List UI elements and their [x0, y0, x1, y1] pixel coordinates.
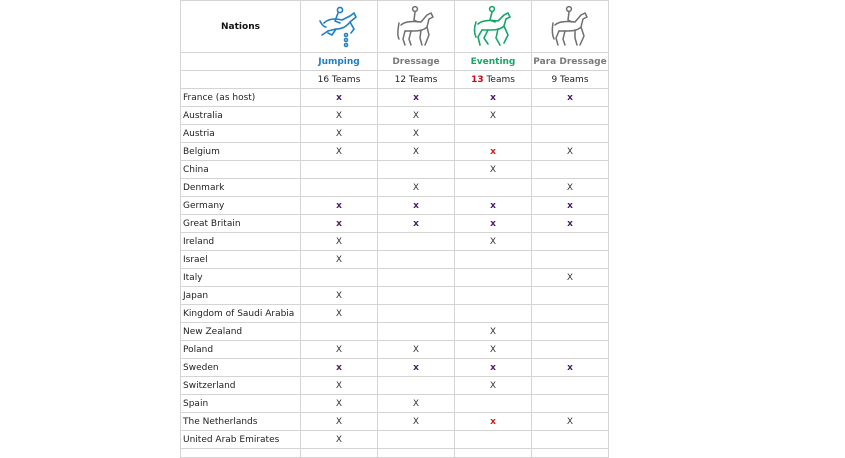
- participation-mark: X: [489, 110, 497, 121]
- nation-name: Great Britain: [181, 215, 301, 233]
- mark-cell-para-dressage: [532, 323, 609, 341]
- table-row: [181, 233, 609, 251]
- table-row: [181, 287, 609, 305]
- table-row: [181, 341, 609, 359]
- mark-cell-eventing: [455, 215, 532, 233]
- mark-cell-jumping: [301, 161, 378, 179]
- participation-mark: x: [413, 218, 419, 229]
- table-row: [181, 395, 609, 413]
- nations-header: Nations: [181, 1, 301, 53]
- mark-cell-para-dressage: [532, 233, 609, 251]
- mark-cell-eventing: [455, 341, 532, 359]
- participation-mark: X: [335, 308, 343, 319]
- nation-name: Spain: [181, 395, 301, 413]
- eventing-horse-icon: [470, 5, 516, 49]
- blank-cell: [181, 53, 301, 71]
- mark-cell-eventing: [455, 197, 532, 215]
- participation-mark: x: [567, 362, 573, 373]
- participation-mark: x: [413, 200, 419, 211]
- teams-jumping: 16 Teams: [301, 71, 378, 89]
- table-row: [181, 377, 609, 395]
- mark-cell-jumping: [301, 341, 378, 359]
- participation-mark: X: [335, 236, 343, 247]
- mark-cell-eventing: [455, 233, 532, 251]
- nation-name: Belgium: [181, 143, 301, 161]
- nation-name: Switzerland: [181, 377, 301, 395]
- nation-name: Ireland: [181, 233, 301, 251]
- para-dressage-icon-cell: [532, 1, 609, 53]
- participation-mark: X: [566, 182, 574, 193]
- participation-mark: X: [335, 398, 343, 409]
- mark-cell-para-dressage: [532, 359, 609, 377]
- team-count-row: [181, 71, 609, 89]
- mark-cell-dressage: [378, 287, 455, 305]
- participation-mark: x: [336, 218, 342, 229]
- participation-mark: X: [335, 344, 343, 355]
- mark-cell-eventing: [455, 251, 532, 269]
- mark-cell-para-dressage: [532, 161, 609, 179]
- discipline-dressage: Dressage: [378, 53, 455, 71]
- mark-cell-jumping: [301, 323, 378, 341]
- table-row: [181, 305, 609, 323]
- mark-cell-jumping: [301, 431, 378, 449]
- mark-cell-dressage: [378, 179, 455, 197]
- mark-cell-jumping: [301, 233, 378, 251]
- nation-name: Italy: [181, 269, 301, 287]
- mark-cell-para-dressage: [532, 107, 609, 125]
- table-row: [181, 179, 609, 197]
- mark-cell-dressage: [378, 323, 455, 341]
- mark-cell-eventing: [455, 161, 532, 179]
- nation-name: Sweden: [181, 359, 301, 377]
- participation-mark: x: [413, 362, 419, 373]
- mark-cell-jumping: [301, 125, 378, 143]
- mark-cell-dressage: [378, 89, 455, 107]
- table-row: [181, 215, 609, 233]
- participation-mark: x: [490, 146, 496, 157]
- participation-mark: x: [567, 92, 573, 103]
- teams-eventing-number: 13: [471, 74, 484, 85]
- nation-name: France (as host): [181, 89, 301, 107]
- nation-name: The Netherlands: [181, 413, 301, 431]
- mark-cell-dressage: [378, 161, 455, 179]
- nation-name: Austria: [181, 125, 301, 143]
- participation-mark: X: [412, 110, 420, 121]
- participation-mark: X: [412, 128, 420, 139]
- nation-name: Japan: [181, 287, 301, 305]
- mark-cell-jumping: [301, 143, 378, 161]
- participation-mark: X: [335, 254, 343, 265]
- table-row: [181, 197, 609, 215]
- nation-name: New Zealand: [181, 323, 301, 341]
- mark-cell-eventing: [455, 395, 532, 413]
- nation-name: Australia: [181, 107, 301, 125]
- mark-cell-eventing: [455, 413, 532, 431]
- participation-mark: X: [412, 344, 420, 355]
- mark-cell-jumping: [301, 413, 378, 431]
- table-row: [181, 359, 609, 377]
- jumping-horse-icon: [316, 5, 362, 49]
- mark-cell-eventing: [455, 179, 532, 197]
- mark-cell-dressage: [378, 359, 455, 377]
- table-row: [181, 143, 609, 161]
- mark-cell-eventing: [455, 107, 532, 125]
- teams-para-dressage: 9 Teams: [532, 71, 609, 89]
- nation-name: United Arab Emirates: [181, 431, 301, 449]
- mark-cell-para-dressage: [532, 179, 609, 197]
- mark-cell-para-dressage: [532, 377, 609, 395]
- mark-cell-jumping: [301, 377, 378, 395]
- mark-cell-para-dressage: [532, 341, 609, 359]
- icon-header-row: [181, 1, 609, 53]
- mark-cell-para-dressage: [532, 269, 609, 287]
- participation-mark: X: [335, 434, 343, 445]
- participation-mark: X: [489, 380, 497, 391]
- mark-cell-para-dressage: [532, 395, 609, 413]
- dressage-horse-icon: [393, 5, 439, 49]
- discipline-jumping: Jumping: [301, 53, 378, 71]
- mark-cell-dressage: [378, 341, 455, 359]
- discipline-eventing: Eventing: [455, 53, 532, 71]
- participation-mark: X: [489, 344, 497, 355]
- nation-name: Kingdom of Saudi Arabia: [181, 305, 301, 323]
- participation-mark: X: [566, 416, 574, 427]
- mark-cell-jumping: [301, 251, 378, 269]
- mark-cell-jumping: [301, 107, 378, 125]
- mark-cell-para-dressage: [532, 305, 609, 323]
- mark-cell-eventing: [455, 305, 532, 323]
- participation-mark: X: [412, 398, 420, 409]
- nation-name: Germany: [181, 197, 301, 215]
- mark-cell-eventing: [455, 143, 532, 161]
- mark-cell-para-dressage: [532, 89, 609, 107]
- participation-mark: X: [566, 272, 574, 283]
- participation-mark: X: [412, 182, 420, 193]
- dressage-icon-cell: [378, 1, 455, 53]
- mark-cell-dressage: [378, 413, 455, 431]
- table-row: [181, 89, 609, 107]
- nation-name: Israel: [181, 251, 301, 269]
- nation-name: Denmark: [181, 179, 301, 197]
- mark-cell-jumping: [301, 197, 378, 215]
- mark-cell-jumping: [301, 287, 378, 305]
- mark-cell-para-dressage: [532, 413, 609, 431]
- mark-cell-dressage: [378, 233, 455, 251]
- nation-name: Poland: [181, 341, 301, 359]
- nations-table-container: [180, 0, 609, 458]
- mark-cell-para-dressage: [532, 197, 609, 215]
- mark-cell-eventing: [455, 287, 532, 305]
- mark-cell-dressage: [378, 269, 455, 287]
- teams-eventing-label: Teams: [483, 74, 515, 85]
- participation-mark: X: [335, 128, 343, 139]
- nations-discipline-table: [180, 0, 609, 458]
- mark-cell-eventing: [455, 431, 532, 449]
- para-dressage-horse-icon: [547, 5, 593, 49]
- mark-cell-jumping: [301, 359, 378, 377]
- table-row: [181, 161, 609, 179]
- mark-cell-jumping: [301, 179, 378, 197]
- participation-mark: x: [567, 200, 573, 211]
- table-row: [181, 251, 609, 269]
- mark-cell-para-dressage: [532, 215, 609, 233]
- mark-cell-dressage: [378, 431, 455, 449]
- discipline-para-dressage: Para Dressage: [532, 53, 609, 71]
- participation-mark: x: [490, 362, 496, 373]
- participation-mark: x: [336, 200, 342, 211]
- mark-cell-eventing: [455, 89, 532, 107]
- participation-mark: x: [336, 92, 342, 103]
- mark-cell-jumping: [301, 269, 378, 287]
- participation-mark: X: [412, 146, 420, 157]
- participation-mark: x: [490, 92, 496, 103]
- mark-cell-eventing: [455, 377, 532, 395]
- participation-mark: x: [490, 416, 496, 427]
- blank-cell: [181, 71, 301, 89]
- mark-cell-para-dressage: [532, 125, 609, 143]
- mark-cell-dressage: [378, 395, 455, 413]
- mark-cell-eventing: [455, 269, 532, 287]
- mark-cell-para-dressage: [532, 287, 609, 305]
- mark-cell-jumping: [301, 89, 378, 107]
- participation-mark: X: [489, 326, 497, 337]
- mark-cell-jumping: [301, 305, 378, 323]
- table-row: [181, 323, 609, 341]
- mark-cell-dressage: [378, 305, 455, 323]
- teams-eventing: [455, 71, 532, 89]
- participation-mark: X: [335, 290, 343, 301]
- nation-name: China: [181, 161, 301, 179]
- participation-mark: x: [490, 200, 496, 211]
- mark-cell-dressage: [378, 197, 455, 215]
- mark-cell-dressage: [378, 107, 455, 125]
- mark-cell-dressage: [378, 215, 455, 233]
- table-row: [181, 431, 609, 449]
- eventing-icon-cell: [455, 1, 532, 53]
- participation-mark: x: [567, 218, 573, 229]
- table-row: [181, 125, 609, 143]
- participation-mark: x: [336, 362, 342, 373]
- mark-cell-para-dressage: [532, 431, 609, 449]
- participation-mark: X: [335, 416, 343, 427]
- mark-cell-eventing: [455, 359, 532, 377]
- participation-mark: X: [335, 380, 343, 391]
- jumping-icon-cell: [301, 1, 378, 53]
- participation-mark: X: [335, 110, 343, 121]
- table-row: [181, 269, 609, 287]
- mark-cell-jumping: [301, 395, 378, 413]
- table-row: [181, 107, 609, 125]
- mark-cell-dressage: [378, 377, 455, 395]
- participation-mark: X: [489, 164, 497, 175]
- participation-mark: X: [335, 146, 343, 157]
- mark-cell-eventing: [455, 125, 532, 143]
- teams-dressage: 12 Teams: [378, 71, 455, 89]
- mark-cell-dressage: [378, 143, 455, 161]
- mark-cell-para-dressage: [532, 143, 609, 161]
- discipline-name-row: [181, 53, 609, 71]
- table-row: [181, 413, 609, 431]
- participation-mark: X: [412, 416, 420, 427]
- participation-mark: X: [566, 146, 574, 157]
- mark-cell-dressage: [378, 125, 455, 143]
- participation-mark: x: [490, 218, 496, 229]
- participation-mark: X: [489, 236, 497, 247]
- mark-cell-para-dressage: [532, 251, 609, 269]
- mark-cell-eventing: [455, 323, 532, 341]
- mark-cell-jumping: [301, 215, 378, 233]
- participation-mark: x: [413, 92, 419, 103]
- mark-cell-dressage: [378, 251, 455, 269]
